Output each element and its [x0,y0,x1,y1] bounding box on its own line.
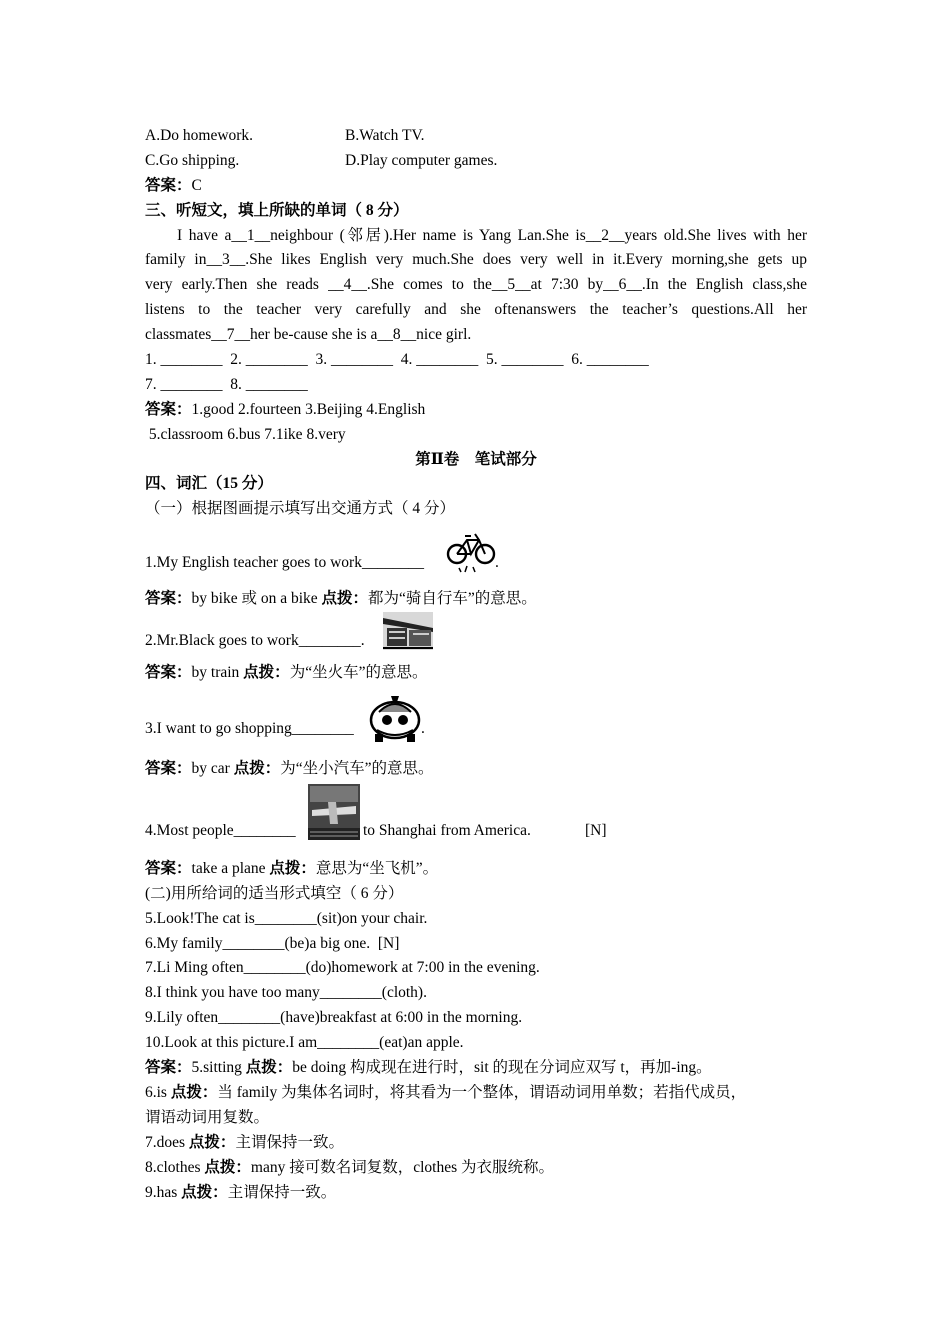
tip-label: 点拨： [233,760,281,778]
answer-text: 5.sitting [191,1059,246,1077]
airplane-icon [308,784,360,845]
answer-label: 答案： [145,859,192,877]
answer-line [145,174,807,199]
tip-text: 当 family 为集体名词时，将其看为一个整体，谓语动词用单数；若指代成员， [217,1083,747,1101]
section3-answer-cont: 5.classroom 6.bus 7.1ike 8.very [145,425,346,443]
answer-label: 答案： [145,1059,192,1077]
question-text: 4.Most people________ [145,821,296,839]
answer-text: by train [191,664,244,682]
answer-text: take a plane [191,859,270,877]
part2-title: 第Ⅱ卷 笔试部分 [415,450,537,468]
answer-text: 1.good 2.fourteen 3.Beijing 4.English [191,400,426,418]
blanks-line: 7. ________ 8. ________ [145,375,308,393]
bicycle-icon [445,526,497,579]
worksheet-page [145,124,807,1205]
answer-label: 答案： [145,760,192,778]
question-2 [145,612,807,658]
tip-label: 点拨： [181,1183,228,1201]
passage-line: very early.Then she reads __4__.She comes to the__5__at 7:30 by__6__.In the English class,she [145,276,807,294]
options-row-1 [145,124,807,149]
question-text: 3.I want to go shopping________ [145,720,354,738]
section4-title: 四、词汇（15 分） [145,475,273,493]
tip-label: 点拨： [188,1133,236,1151]
answer-text: 6.is [145,1083,171,1101]
question-8: 8.I think you have too many________(cloth). [145,984,427,1002]
train-icon [383,612,433,655]
tip-label: 点拨： [204,1158,251,1176]
question-9: 9.Lily often________(have)breakfast at 6:00 in the morning. [145,1009,523,1027]
question-7: 7.Li Ming often________(do)homework at 7:00 in the evening. [145,959,540,977]
section4-sub1: （一）根据图画提示填写出交通方式（ 4 分） [145,500,456,518]
question-text: 1.My English teacher goes to work________ [145,554,424,572]
tip-text: 意思为“坐飞机”。 [315,859,439,877]
section3-title: 三、听短文，填上所缺的单词（ 8 分） [145,201,409,219]
answer-6 [145,1081,807,1106]
option-a: A.Do homework. [145,127,254,144]
answer-5 [145,1056,807,1081]
question-5: 5.Look!The cat is________(sit)on your chair. [145,909,428,927]
answer-4 [145,857,807,882]
question-end: . [421,720,425,738]
answer-label: 答案： [145,590,192,608]
question-end: . [495,554,499,572]
tip-label: 点拨： [170,1083,218,1101]
tip-text: 都为“骑自行车”的意思。 [368,590,537,608]
option-c: C.Go shipping. [145,151,240,169]
tip-text: 主谓保持一致。 [227,1183,337,1201]
section3-answer [145,398,807,423]
answer-7 [145,1131,807,1156]
question-end: to Shanghai from America. [363,821,531,839]
question-4 [145,784,807,846]
passage-line: listens to the teacher very carefully and she oftenanswers the teacher’s questions.All her [145,301,807,319]
blanks-line: 1. ________ 2. ________ 3. ________ 4. ________ 5. ________ 6. ________ [145,351,649,369]
answer-value: C [191,176,202,194]
question-text: 2.Mr.Black goes to work________. [145,632,365,650]
answer-text: 9.has [145,1183,182,1201]
tip-text: be doing 构成现在进行时，sit 的现在分词应双写 t，再加-ing。 [292,1059,712,1077]
tip-label: 点拨： [321,590,369,608]
answer-2 [145,661,807,686]
answer-9 [145,1181,807,1206]
answer-1 [145,587,807,612]
passage-line: I have a__1__neighbour (邻居).Her name is Yang Lan.She is__2__years old.She lives with her [177,226,807,244]
tip-label: 点拨： [243,664,290,682]
passage-line: classmates__7__her be-cause she is a__8__nice girl. [145,326,472,344]
answer-3 [145,757,807,782]
source-tag: [N] [585,821,607,839]
tip-text: 主谓保持一致。 [235,1133,344,1151]
question-10: 10.Look at this picture.I am________(eat)an apple. [145,1034,464,1052]
car-icon [369,690,421,749]
answer-6-cont: 谓语动词用复数。 [145,1108,270,1126]
tip-label: 点拨： [269,859,316,877]
tip-text: 为“坐小汽车”的意思。 [280,760,434,778]
answer-text: 8.clothes [145,1158,205,1176]
tip-text: 为“坐火车”的意思。 [289,664,428,682]
answer-label: 答案： [145,176,192,194]
options-row-2 [145,149,807,174]
question-6: 6.My family________(be)a big one. [N] [145,934,400,952]
answer-text: by bike 或 on a bike [191,590,322,608]
answer-8 [145,1156,807,1181]
answer-text: 7.does [145,1133,189,1151]
answer-text: by car [191,760,234,778]
tip-text: many 接可数名词复数，clothes 为衣服统称。 [250,1158,555,1176]
option-d: D.Play computer games. [345,151,498,169]
answer-label: 答案： [145,664,192,682]
passage-line: family in__3__.She likes English very much.She does very well in it.Every morning,she gets up [145,251,807,269]
tip-label: 点拨： [245,1059,293,1077]
option-b: B.Watch TV. [345,127,425,144]
question-1 [145,526,807,582]
question-3 [145,690,807,748]
answer-label: 答案： [145,400,192,418]
section4-sub2: (二)用所给词的适当形式填空（ 6 分） [145,884,404,902]
